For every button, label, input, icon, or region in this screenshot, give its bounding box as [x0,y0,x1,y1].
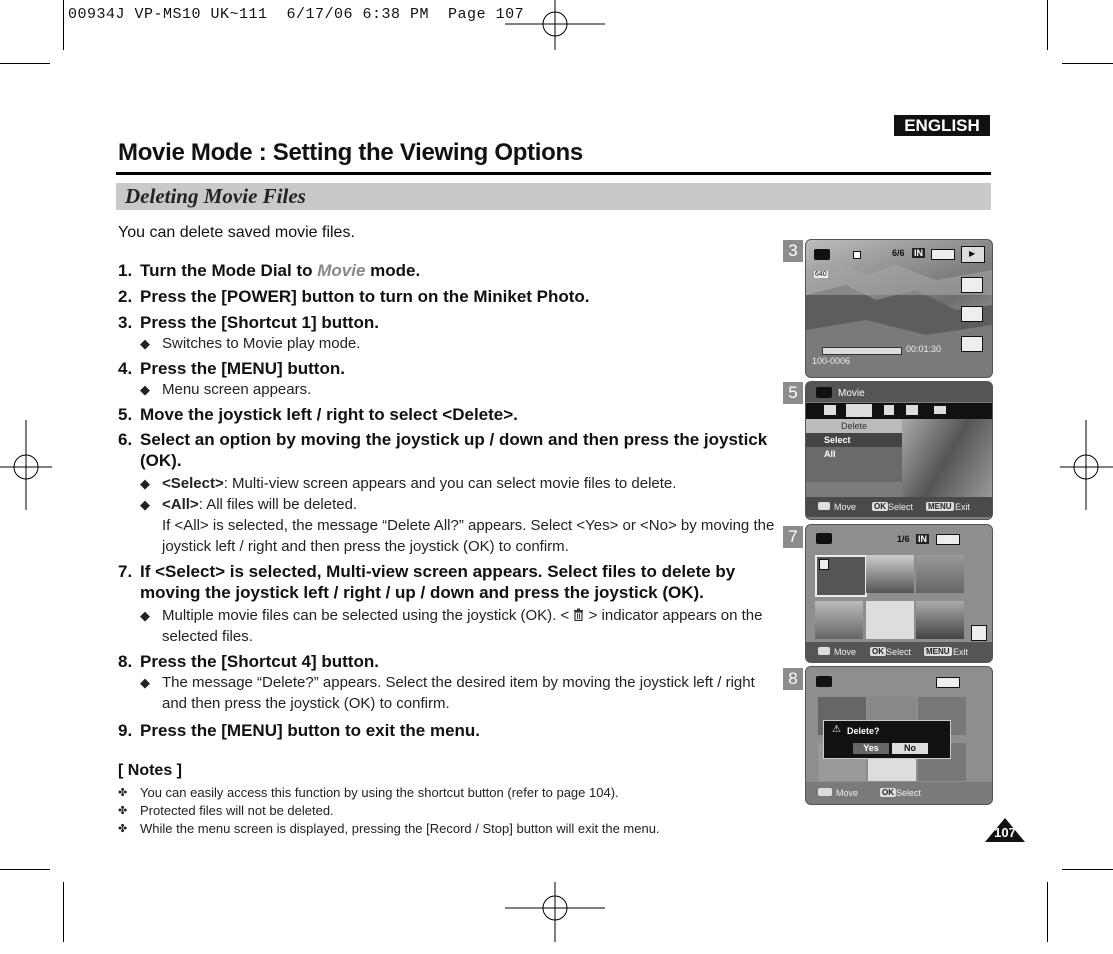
step-1: 1. Turn the Mode Dial to Movie mode. [118,261,421,280]
hint-select: Select [896,788,922,798]
trash-icon [573,608,584,621]
notes-title: [ Notes ] [118,762,182,779]
page-number: 107 [994,825,1016,840]
hint-move: Move [834,647,857,657]
multiview-icon [961,277,983,293]
step-8: 8. Press the [Shortcut 4] button. [118,652,379,671]
movie-camera-icon [816,533,832,544]
no-button[interactable]: No [892,743,928,754]
step-4-bullet: ◆ Menu screen appears. [140,381,312,398]
crop-mark [0,63,50,64]
step-2: 2. Press the [POWER] button to turn on the Miniket Photo. [118,287,590,306]
playback-time: 00:01:30 [906,344,942,354]
crop-mark [1047,0,1048,50]
delete-tab-icon[interactable] [846,404,872,417]
title-rule [116,172,991,175]
diamond-icon: ◆ [140,497,150,512]
delete-confirm-dialog [823,720,951,759]
hint-select: Select [886,647,912,657]
registration-mark-icon [505,0,605,50]
battery-icon [936,534,960,545]
diamond-icon: ◆ [140,476,150,491]
note-item: ✤ You can easily access this function by using the shortcut button (refer to page 104). [118,785,619,800]
section-title: Deleting Movie Files [125,184,306,208]
crop-mark [0,869,50,870]
play-mode-icon: ▶ [961,246,985,263]
warning-icon: ⚠ [832,724,841,735]
menu-hint-bar [806,497,992,517]
joystick-icon [818,502,830,510]
menu-mode-title: Movie [838,388,865,399]
step-8-bullet: ◆ The message “Delete?” appears. Select the desired item by moving the joystick left / right and then press the joystick (OK) to confirm. [140,674,755,712]
panel-3-number: 3 [783,240,803,262]
step-3-bullet: ◆ Switches to Movie play mode. [140,335,361,352]
trash-icon [819,559,829,570]
thumbnail[interactable] [815,601,863,639]
step-6-bullet-all: ◆ <All>: All files will be deleted. [140,496,358,513]
clover-bullet-icon: ✤ [118,805,128,817]
battery-icon [936,677,960,688]
lcd-screen-playback [805,239,993,378]
menu-dropdown [806,419,902,482]
hint-exit: Exit [953,647,969,657]
menu-key-badge: MENU [928,502,952,511]
file-counter: 1/6 [897,534,910,544]
registration-mark-icon [0,420,52,510]
clover-bullet-icon: ✤ [118,823,128,835]
hint-select: Select [888,502,914,512]
memory-indicator: IN [918,534,927,544]
crop-mark [1062,63,1113,64]
lock-tab-icon[interactable] [884,405,894,415]
file-counter: 6/6 [892,248,905,258]
ok-key-badge: OK [872,647,884,656]
yes-button[interactable]: Yes [853,743,889,754]
panel-7-number: 7 [783,526,803,548]
movie-camera-icon [814,249,830,260]
movie-camera-icon [816,387,832,398]
step-6: 6. Select an option by moving the joystick up / down and then press the joystick (OK). [118,430,768,470]
section-heading [116,183,991,210]
ok-key-badge: OK [882,788,894,797]
thumbnail-selected[interactable] [815,555,867,597]
hint-move: Move [834,502,857,512]
movie-mode-word: Movie [317,261,366,280]
step-3: 3. Press the [Shortcut 1] button. [118,313,379,332]
lcd-screen-menu [805,381,993,520]
panel-8-number: 8 [783,668,803,690]
lcd-screen-confirm [805,666,993,805]
preview-photo [902,419,992,497]
intro-text: You can delete saved movie files. [118,224,355,241]
steps-list [118,260,778,741]
page-title: Movie Mode : Setting the Viewing Options [118,139,583,166]
notes-section [118,762,758,838]
panel-5-number: 5 [783,382,803,404]
diamond-icon: ◆ [140,675,150,690]
diamond-icon: ◆ [140,382,150,397]
thumbnail[interactable] [916,601,964,639]
menu-key-badge: MENU [926,647,950,656]
option-select[interactable]: Select [806,433,902,447]
trash-icon [971,625,987,641]
step-5: 5. Move the joystick left / right to select <Delete>. [118,405,518,424]
menu-tab-bar [806,403,992,419]
size-tab-icon[interactable] [934,406,946,414]
thumbnail[interactable] [866,601,914,639]
step-9: 9. Press the [MENU] button to exit the menu. [118,721,481,740]
lock-icon [961,306,983,322]
dialog-message: Delete? [847,726,880,736]
ok-key-badge: OK [874,502,886,511]
step-6-continuation: If <All> is selected, the message “Delete All?” appears. Select <Yes> or <No> by moving the joystick left / right and then press the joystick (OK) to confirm. [162,517,775,555]
registration-mark-icon [1060,420,1113,510]
step-6-bullet-select: ◆ <Select>: Multi-view screen appears and you can select movie files to delete. [140,475,677,492]
crop-mark [63,0,64,50]
movie-camera-icon [816,676,832,687]
option-all[interactable]: All [824,449,836,459]
note-item: ✤ While the menu screen is displayed, pressing the [Record / Stop] button will exit the menu. [118,821,660,836]
language-badge: ENGLISH [894,115,990,136]
joystick-icon [818,788,832,796]
crop-mark [1062,869,1113,870]
crop-mark [1047,882,1048,942]
memory-indicator: IN [914,248,923,258]
hint-exit: Exit [955,502,971,512]
step-7-bullet: ◆ Multiple movie files can be selected using the joystick (OK). < > indicator appears on the selected files. [140,607,763,645]
battery-icon [931,249,955,260]
confirm-hint-bar [806,782,992,804]
thumbnail[interactable] [866,555,914,593]
step-7: 7. If <Select> is selected, Multi-view screen appears. Select files to delete by moving the joystick left / right / up / down and press the joystick (OK). [118,562,736,602]
stop-indicator-icon [853,251,861,259]
multiview-tab-icon [824,405,836,415]
thumbnail[interactable] [916,555,964,593]
joystick-icon [818,647,830,655]
menu-item-delete: Delete [806,419,902,433]
lcd-screen-multiview [805,524,993,663]
clover-bullet-icon: ✤ [118,787,128,799]
multiview-hint-bar [806,642,992,662]
diamond-icon: ◆ [140,336,150,351]
print-header: 00934J VP-MS10 UK~111 6/17/06 6:38 PM Page 107 [68,6,525,23]
crop-mark [63,882,64,942]
file-number: 100-0006 [812,356,851,366]
step-4: 4. Press the [MENU] button. [118,359,345,378]
note-item: ✤ Protected files will not be deleted. [118,803,334,818]
copy-tab-icon[interactable] [906,405,918,415]
resolution-badge: 640 [815,271,827,278]
hint-move: Move [836,788,859,798]
trash-icon [961,336,983,352]
progress-bar [822,347,902,355]
diamond-icon: ◆ [140,608,150,623]
registration-mark-icon [505,882,605,942]
